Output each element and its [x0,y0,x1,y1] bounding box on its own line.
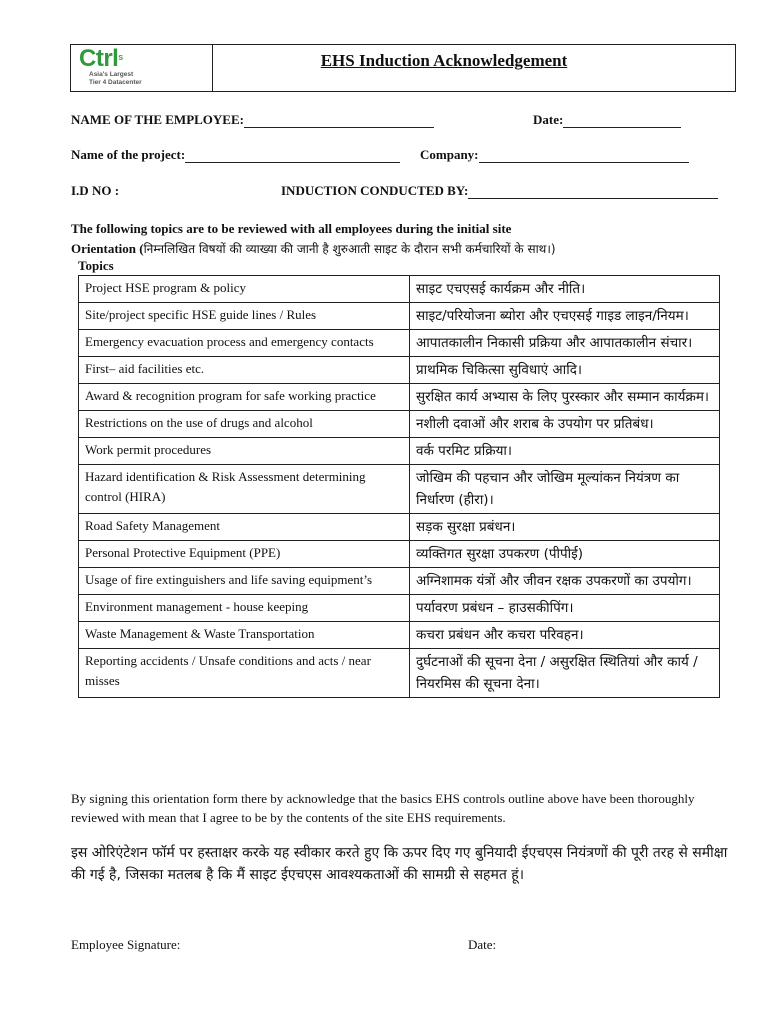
topic-en: Reporting accidents / Unsafe conditions and acts / near misses [79,649,410,698]
intro-text [71,219,711,259]
topic-en: Restrictions on the use of drugs and alcohol [79,411,410,438]
topic-hi: सड़क सुरक्षा प्रबंधन। [410,514,720,541]
table-row [79,514,720,541]
date-field[interactable] [563,113,681,128]
conducted-by-row [281,183,718,199]
topic-en: Personal Protective Equipment (PPE) [79,541,410,568]
topic-hi: प्राथमिक चिकित्सा सुविधाएं आदि। [410,357,720,384]
logo-word: Ctrl [79,45,119,72]
topics-table [78,275,720,698]
topic-en: Environment management - house keeping [79,595,410,622]
conducted-by-field[interactable] [468,184,718,199]
topic-en: Project HSE program & policy [79,276,410,303]
table-row [79,330,720,357]
table-row [79,541,720,568]
topic-en: First– aid facilities etc. [79,357,410,384]
table-row [79,411,720,438]
topics-label: Topics [78,258,114,273]
conducted-by-label: INDUCTION CONDUCTED BY: [281,183,469,198]
topic-en: Hazard identification & Risk Assessment determining control (HIRA) [79,465,410,514]
table-row [79,276,720,303]
topic-en: Emergency evacuation process and emergency contacts [79,330,410,357]
employee-name-field[interactable] [244,113,434,128]
topic-hi: जोखिम की पहचान और जोखिम मूल्यांकन नियंत्रण का निर्धारण (हीरा)। [410,465,720,514]
company-field[interactable] [479,148,689,163]
project-name-label: Name of the project: [71,147,186,162]
topic-hi: व्यक्तिगत सुरक्षा उपकरण (पीपीई) [410,541,720,568]
topic-en: Waste Management & Waste Transportation [79,622,410,649]
topic-en: Award & recognition program for safe working practice [79,384,410,411]
table-row [79,622,720,649]
project-name-field[interactable] [185,148,400,163]
logo-tag-line1: Asia's Largest [89,71,134,78]
topic-hi: कचरा प्रबंधन और कचरा परिवहन। [410,622,720,649]
logo-sup: S [118,55,123,62]
topic-en: Work permit procedures [79,438,410,465]
employee-name-label: NAME OF THE EMPLOYEE: [71,112,244,127]
intro-line2-en: Orientation ( [71,241,144,256]
intro-line1: The following topics are to be reviewed with all employees during the initial site [71,221,512,236]
employee-signature-label: Employee Signature: [71,937,181,952]
table-row [79,568,720,595]
table-row [79,465,720,514]
topic-en: Site/project specific HSE guide lines / Rules [79,303,410,330]
id-row [71,183,119,199]
project-row [71,147,400,163]
signature-date-label: Date: [468,937,497,952]
topic-en: Road Safety Management [79,514,410,541]
date-row [533,112,681,128]
logo-tag-line2: Tier 4 Datacenter [89,79,142,86]
topic-en: Usage of fire extinguishers and life saving equipment’s [79,568,410,595]
table-row [79,649,720,698]
employee-name-row [71,112,434,128]
topic-hi: अग्निशामक यंत्रों और जीवन रक्षक उपकरणों का उपयोग। [410,568,720,595]
intro-line2-hi: निम्नलिखित विषयों की व्याख्या की जानी है शुरुआती साइट के दौरान सभी कर्मचारियों के साथ।) [143,242,556,256]
topic-hi: साइट/परियोजना ब्योरा और एचएसई गाइड लाइन/नियम। [410,303,720,330]
header-box [70,44,736,92]
acknowledgement-hi: इस ओरिएंटेशन फॉर्म पर हस्ताक्षर करके यह स्वीकार करते हुए कि ऊपर दिए गए बुनियादी ईएचएस नियंत्रणों की पूरी तरह से समीक्षा की गई है, जिसका मतलब है कि मैं साइट ईएचएस आवश्यकताओं की सामग्री से सहमत हूं। [71,845,728,883]
company-label: Company: [420,147,479,162]
company-logo [71,45,213,91]
date-label: Date: [533,112,564,127]
id-no-label: I.D NO : [71,183,120,198]
topic-hi: वर्क परमिट प्रक्रिया। [410,438,720,465]
topic-hi: नशीली दवाओं और शराब के उपयोग पर प्रतिबंध। [410,411,720,438]
company-row [420,147,689,163]
table-row [79,595,720,622]
table-row [79,384,720,411]
topic-hi: दुर्घटनाओं की सूचना देना / असुरक्षित स्थितियां और कार्य / नियरमिस की सूचना देना। [410,649,720,698]
document-title: EHS Induction Acknowledgement [320,51,568,70]
acknowledgement-en: By signing this orientation form there by acknowledge that the basics EHS controls outline above have been thoroughly reviewed with mean that I agree to be by the contents of the site EHS requirements. [71,791,695,825]
topic-hi: आपातकालीन निकासी प्रक्रिया और आपातकालीन संचार। [410,330,720,357]
table-row [79,303,720,330]
topic-hi: साइट एचएसई कार्यक्रम और नीति। [410,276,720,303]
table-row [79,357,720,384]
topic-hi: पर्यावरण प्रबंधन – हाउसकीपिंग। [410,595,720,622]
table-row [79,438,720,465]
topic-hi: सुरक्षित कार्य अभ्यास के लिए पुरस्कार और सम्मान कार्यक्रम। [410,384,720,411]
